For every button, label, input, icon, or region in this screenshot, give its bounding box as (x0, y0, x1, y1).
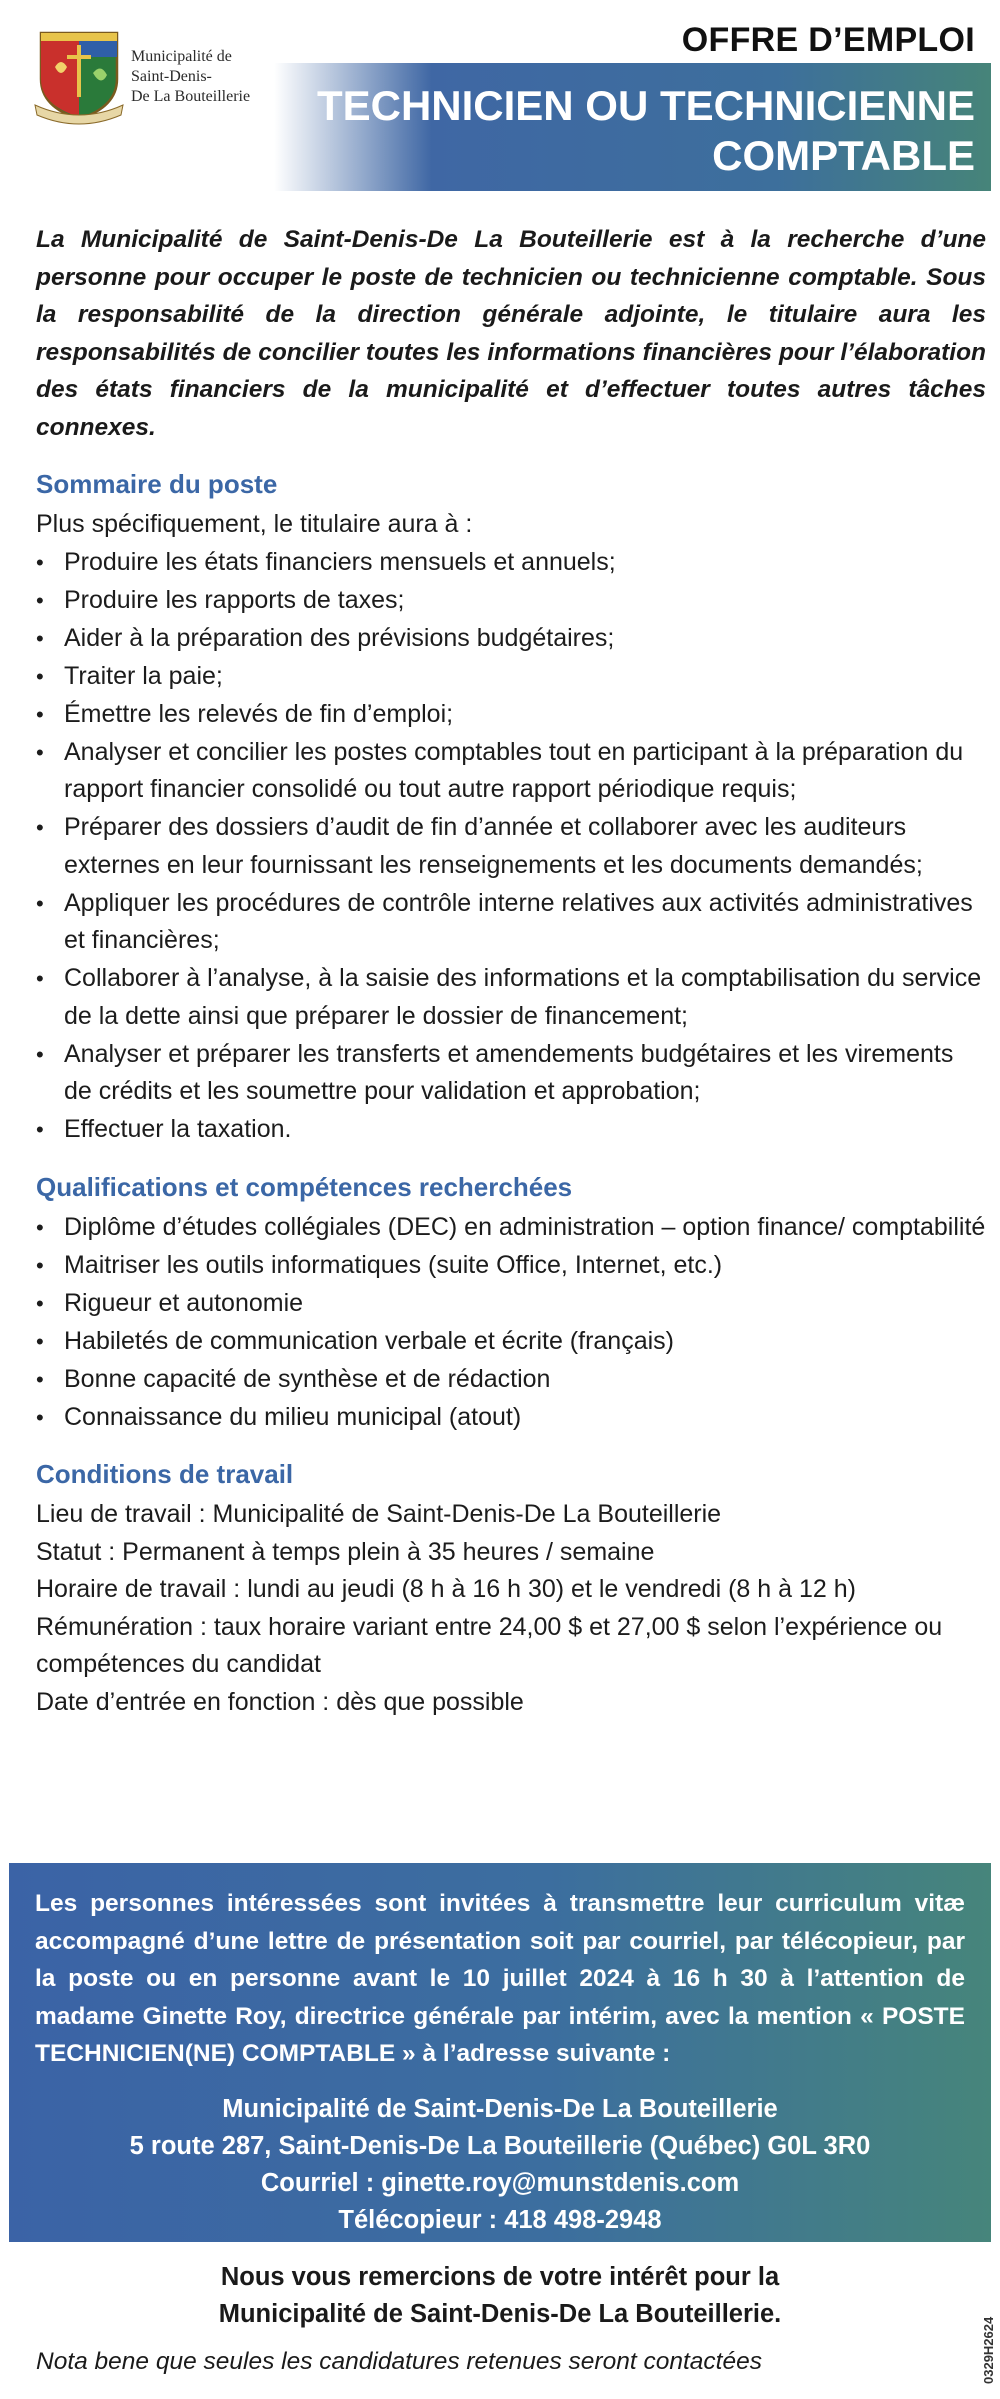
address-line: 5 route 287, Saint-Denis-De La Bouteillerie (Québec) G0L 3R0 (129, 2132, 871, 2160)
municipality-name-line: De La Bouteillerie (131, 88, 251, 105)
list-item (36, 1209, 986, 1247)
title-banner (274, 63, 991, 191)
crest-icon (31, 27, 127, 127)
thanks-line: Municipalité de Saint-Denis-De La Bouteillerie. (218, 2300, 782, 2328)
bullet-icon: • (36, 1117, 44, 1142)
qualifications-list (36, 1209, 986, 1437)
list-item-text: Préparer des dossiers d’audit de fin d’année et collaborer avec les auditeurs externes en leur fournissant les renseignements et les documents demandés; (64, 813, 923, 879)
bullet-icon: • (36, 1328, 44, 1354)
bullet-icon: • (36, 663, 44, 689)
list-item (36, 696, 986, 734)
summary-heading: Sommaire du poste (36, 469, 278, 499)
conditions-heading: Conditions de travail (36, 1459, 294, 1489)
bullet-icon: • (36, 966, 44, 991)
list-item-text: Appliquer les procédures de contrôle interne relatives aux activités administratives et financières; (64, 888, 973, 954)
bullet-icon: • (36, 890, 44, 916)
list-item-text: Bonne capacité de synthèse et de rédaction (64, 1364, 551, 1393)
list-item-text: Rigueur et autonomie (64, 1288, 304, 1317)
job-title-line: COMPTABLE (712, 132, 975, 179)
bullet-icon: • (36, 587, 44, 613)
municipality-name (131, 47, 281, 107)
municipality-name-line: Municipalité de (131, 48, 232, 65)
list-item-text: Analyser et préparer les transferts et amendements budgétaires et les virements de crédits et les soumettre pour validation et approbation; (64, 1039, 954, 1105)
application-box (9, 1863, 991, 2242)
list-item (36, 960, 986, 1035)
municipality-logo (31, 27, 281, 127)
summary-list (36, 544, 986, 1149)
list-item-text: Connaissance du milieu municipal (atout) (64, 1402, 522, 1431)
list-item (36, 1361, 986, 1399)
list-item-text: Diplôme d’études collégiales (DEC) en administration – option finance/ comptabilité (64, 1212, 986, 1241)
list-item-text: Traiter la paie; (64, 661, 223, 690)
main-content (36, 221, 986, 1721)
list-item (36, 885, 986, 960)
list-item-text: Maitriser les outils informatiques (suite Office, Internet, etc.) (64, 1250, 723, 1279)
thanks-message (9, 2259, 991, 2333)
condition-line: Statut : Permanent à temps plein à 35 heures / semaine (36, 1537, 655, 1566)
municipality-name-line: Saint-Denis- (131, 68, 212, 85)
condition-line: Rémunération : taux horaire variant entre 24,00 $ et 27,00 $ selon l’expérience ou compétences du candidat (36, 1612, 943, 1678)
list-item (36, 1247, 986, 1285)
list-item-text: Produire les rapports de taxes; (64, 585, 405, 614)
bullet-icon: • (36, 1290, 44, 1316)
job-title-line: TECHNICIEN OU TECHNICIENNE (316, 82, 975, 129)
condition-line: Lieu de travail : Municipalité de Saint-Denis-De La Bouteillerie (36, 1500, 722, 1528)
list-item-text: Effectuer la taxation. (64, 1115, 292, 1143)
bullet-icon: • (36, 1041, 44, 1067)
fax-line: Télécopieur : 418 498-2948 (338, 2206, 662, 2234)
nota-bene: Nota bene que seules les candidatures retenues seront contactées (36, 2348, 762, 2375)
condition-line: Horaire de travail : lundi au jeudi (8 h à 16 h 30) et le vendredi (8 h à 12 h) (36, 1575, 856, 1603)
list-item-text: Collaborer à l’analyse, à la saisie des informations et la comptabilisation du service de la dette ainsi que préparer le dossier de financement; (64, 964, 982, 1030)
list-item-text: Émettre les relevés de fin d’emploi; (64, 699, 454, 728)
list-item-text: Produire les états financiers mensuels et annuels; (64, 547, 616, 576)
job-posting (9, 9, 996, 2390)
list-item (36, 809, 986, 884)
list-item (36, 620, 986, 658)
bullet-icon: • (36, 739, 44, 765)
email-line[interactable]: Courriel : ginette.roy@munstdenis.com (260, 2169, 740, 2197)
address-line: Municipalité de Saint-Denis-De La Bouteillerie (222, 2095, 778, 2123)
list-item (36, 1036, 986, 1111)
list-item (36, 544, 986, 582)
condition-line: Date d’entrée en fonction : dès que possible (36, 1687, 524, 1716)
bullet-icon: • (36, 549, 44, 575)
list-item (36, 658, 986, 696)
summary-lead: Plus spécifiquement, le titulaire aura à : (36, 510, 473, 538)
list-item-text: Habiletés de communication verbale et écrite (français) (64, 1326, 674, 1355)
bullet-icon: • (36, 1366, 44, 1392)
bullet-icon: • (36, 1404, 44, 1430)
application-instructions: Les personnes intéressées sont invitées à transmettre leur curriculum vitæ accompagné d’une lettre de présentation soit par courriel, par télécopieur, par la poste ou en personne avant le 10 juillet 2024 à 16 h 30 à l’attention de madame Ginette Roy, directrice générale par intérim, avec la mention « POSTE TECHNICIEN(NE) COMPTABLE » à l’adresse suivante : (35, 1890, 965, 2067)
list-item (36, 1111, 986, 1149)
bullet-icon: • (36, 625, 44, 651)
intro-paragraph: La Municipalité de Saint-Denis-De La Bouteillerie est à la recherche d’une personne pour occuper le poste de technicien ou technicienne comptable. Sous la responsabilité de la direction générale adjointe, le titulaire aura les responsabilités de concilier toutes les informations financières pour l’élaboration des états financiers de la municipalité et d’effectuer toutes autres tâches connexes. (36, 226, 986, 441)
job-title (317, 81, 975, 181)
qualifications-heading: Qualifications et compétences recherchées (36, 1171, 573, 1202)
bullet-icon: • (36, 701, 44, 727)
list-item (36, 582, 986, 620)
list-item-text: Aider à la préparation des prévisions budgétaires; (64, 623, 615, 652)
offer-label: OFFRE D’EMPLOI (681, 21, 975, 59)
thanks-line: Nous vous remercions de votre intérêt pour la (220, 2263, 780, 2291)
list-item (36, 1399, 986, 1437)
reference-code: 0329H2624 (981, 2316, 996, 2384)
list-item (36, 734, 986, 809)
bullet-icon: • (36, 1214, 44, 1240)
bullet-icon: • (36, 1252, 44, 1278)
list-item-text: Analyser et concilier les postes comptables tout en participant à la préparation du rapport financier consolidé ou tout autre rapport périodique requis; (64, 737, 964, 803)
bullet-icon: • (36, 815, 44, 840)
list-item (36, 1323, 986, 1361)
conditions-list (36, 1496, 986, 1721)
contact-address (9, 2091, 991, 2239)
list-item (36, 1285, 986, 1323)
